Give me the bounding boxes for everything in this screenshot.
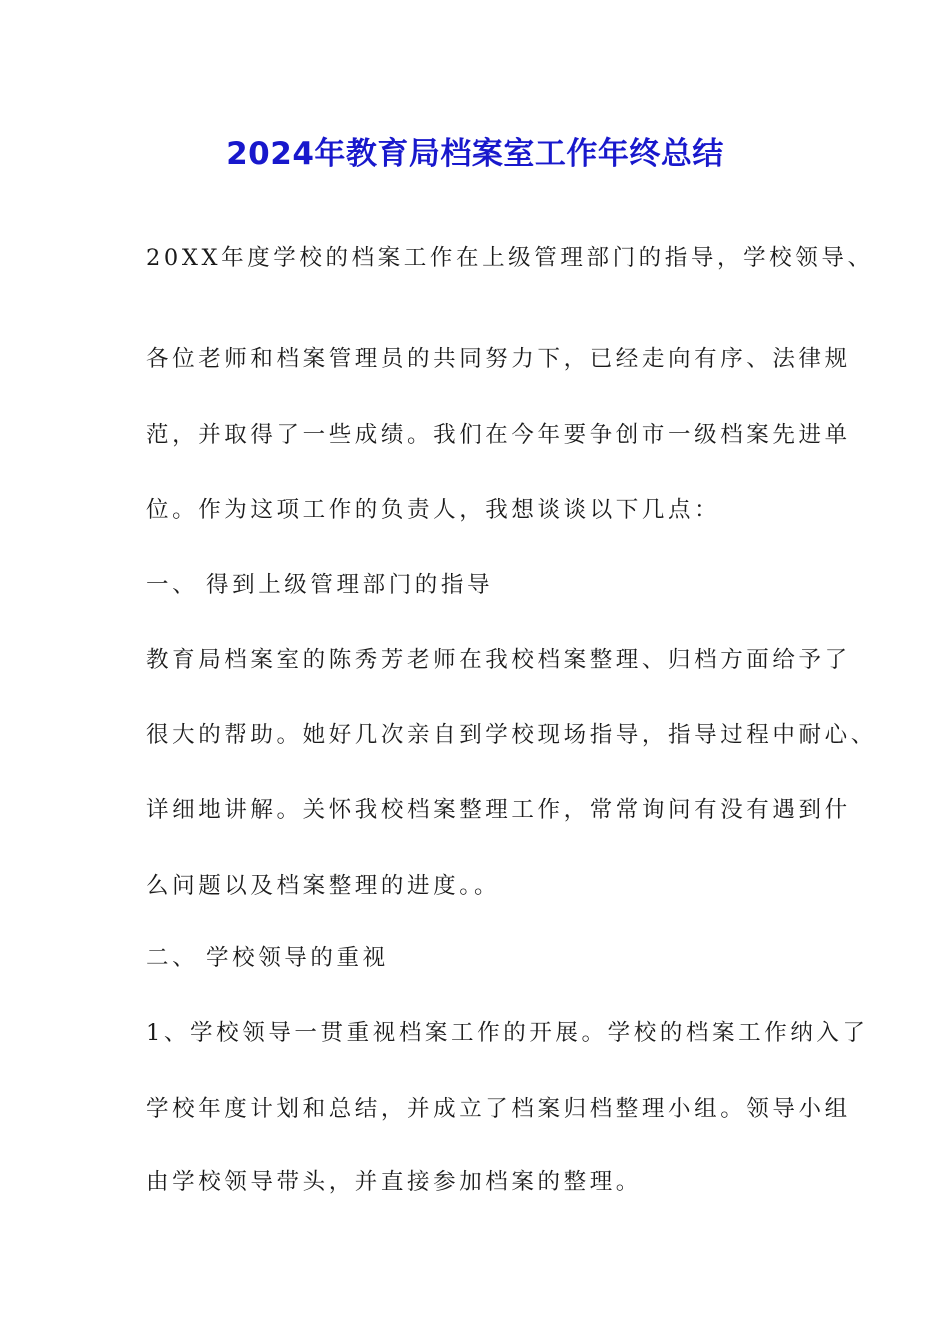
section-2-line-1: 1、学校领导一贯重视档案工作的开展。学校的档案工作纳入了 [146, 1020, 869, 1046]
section-2-heading [146, 942, 389, 974]
section-1-line-2: 很大的帮助。她好几次亲自到学校现场指导，指导过程中耐心、 [146, 722, 877, 748]
section-1-line-3: 详细地讲解。关怀我校档案整理工作，常常询问有没有遇到什 [146, 797, 851, 823]
section-1-line-1: 教育局档案室的陈秀芳老师在我校档案整理、归档方面给予了 [146, 647, 851, 673]
intro-line-1: 20XX年度学校的档案工作在上级管理部门的指导，学校领导、 [146, 245, 874, 271]
section-2-line-2: 学校年度计划和总结，并成立了档案归档整理小组。领导小组 [146, 1096, 851, 1122]
intro-line-4: 位。作为这项工作的负责人，我想谈谈以下几点： [146, 497, 721, 523]
section-1-heading [146, 569, 493, 601]
section-1-number: 一、 [146, 572, 199, 598]
section-2-heading-text: 学校领导的重视 [206, 945, 389, 971]
section-1-line-4: 么问题以及档案整理的进度。。 [146, 873, 501, 899]
document-title: 2024年教育局档案室工作年终总结 [226, 136, 724, 172]
intro-line-2: 各位老师和档案管理员的共同努力下，已经走向有序、法律规 [146, 346, 851, 372]
section-1-heading-text: 得到上级管理部门的指导 [206, 572, 494, 598]
intro-line-3: 范，并取得了一些成绩。我们在今年要争创市一级档案先进单 [146, 422, 851, 448]
section-2-line-3: 由学校领导带头，并直接参加档案的整理。 [146, 1169, 642, 1195]
section-2-number: 二、 [146, 945, 199, 971]
